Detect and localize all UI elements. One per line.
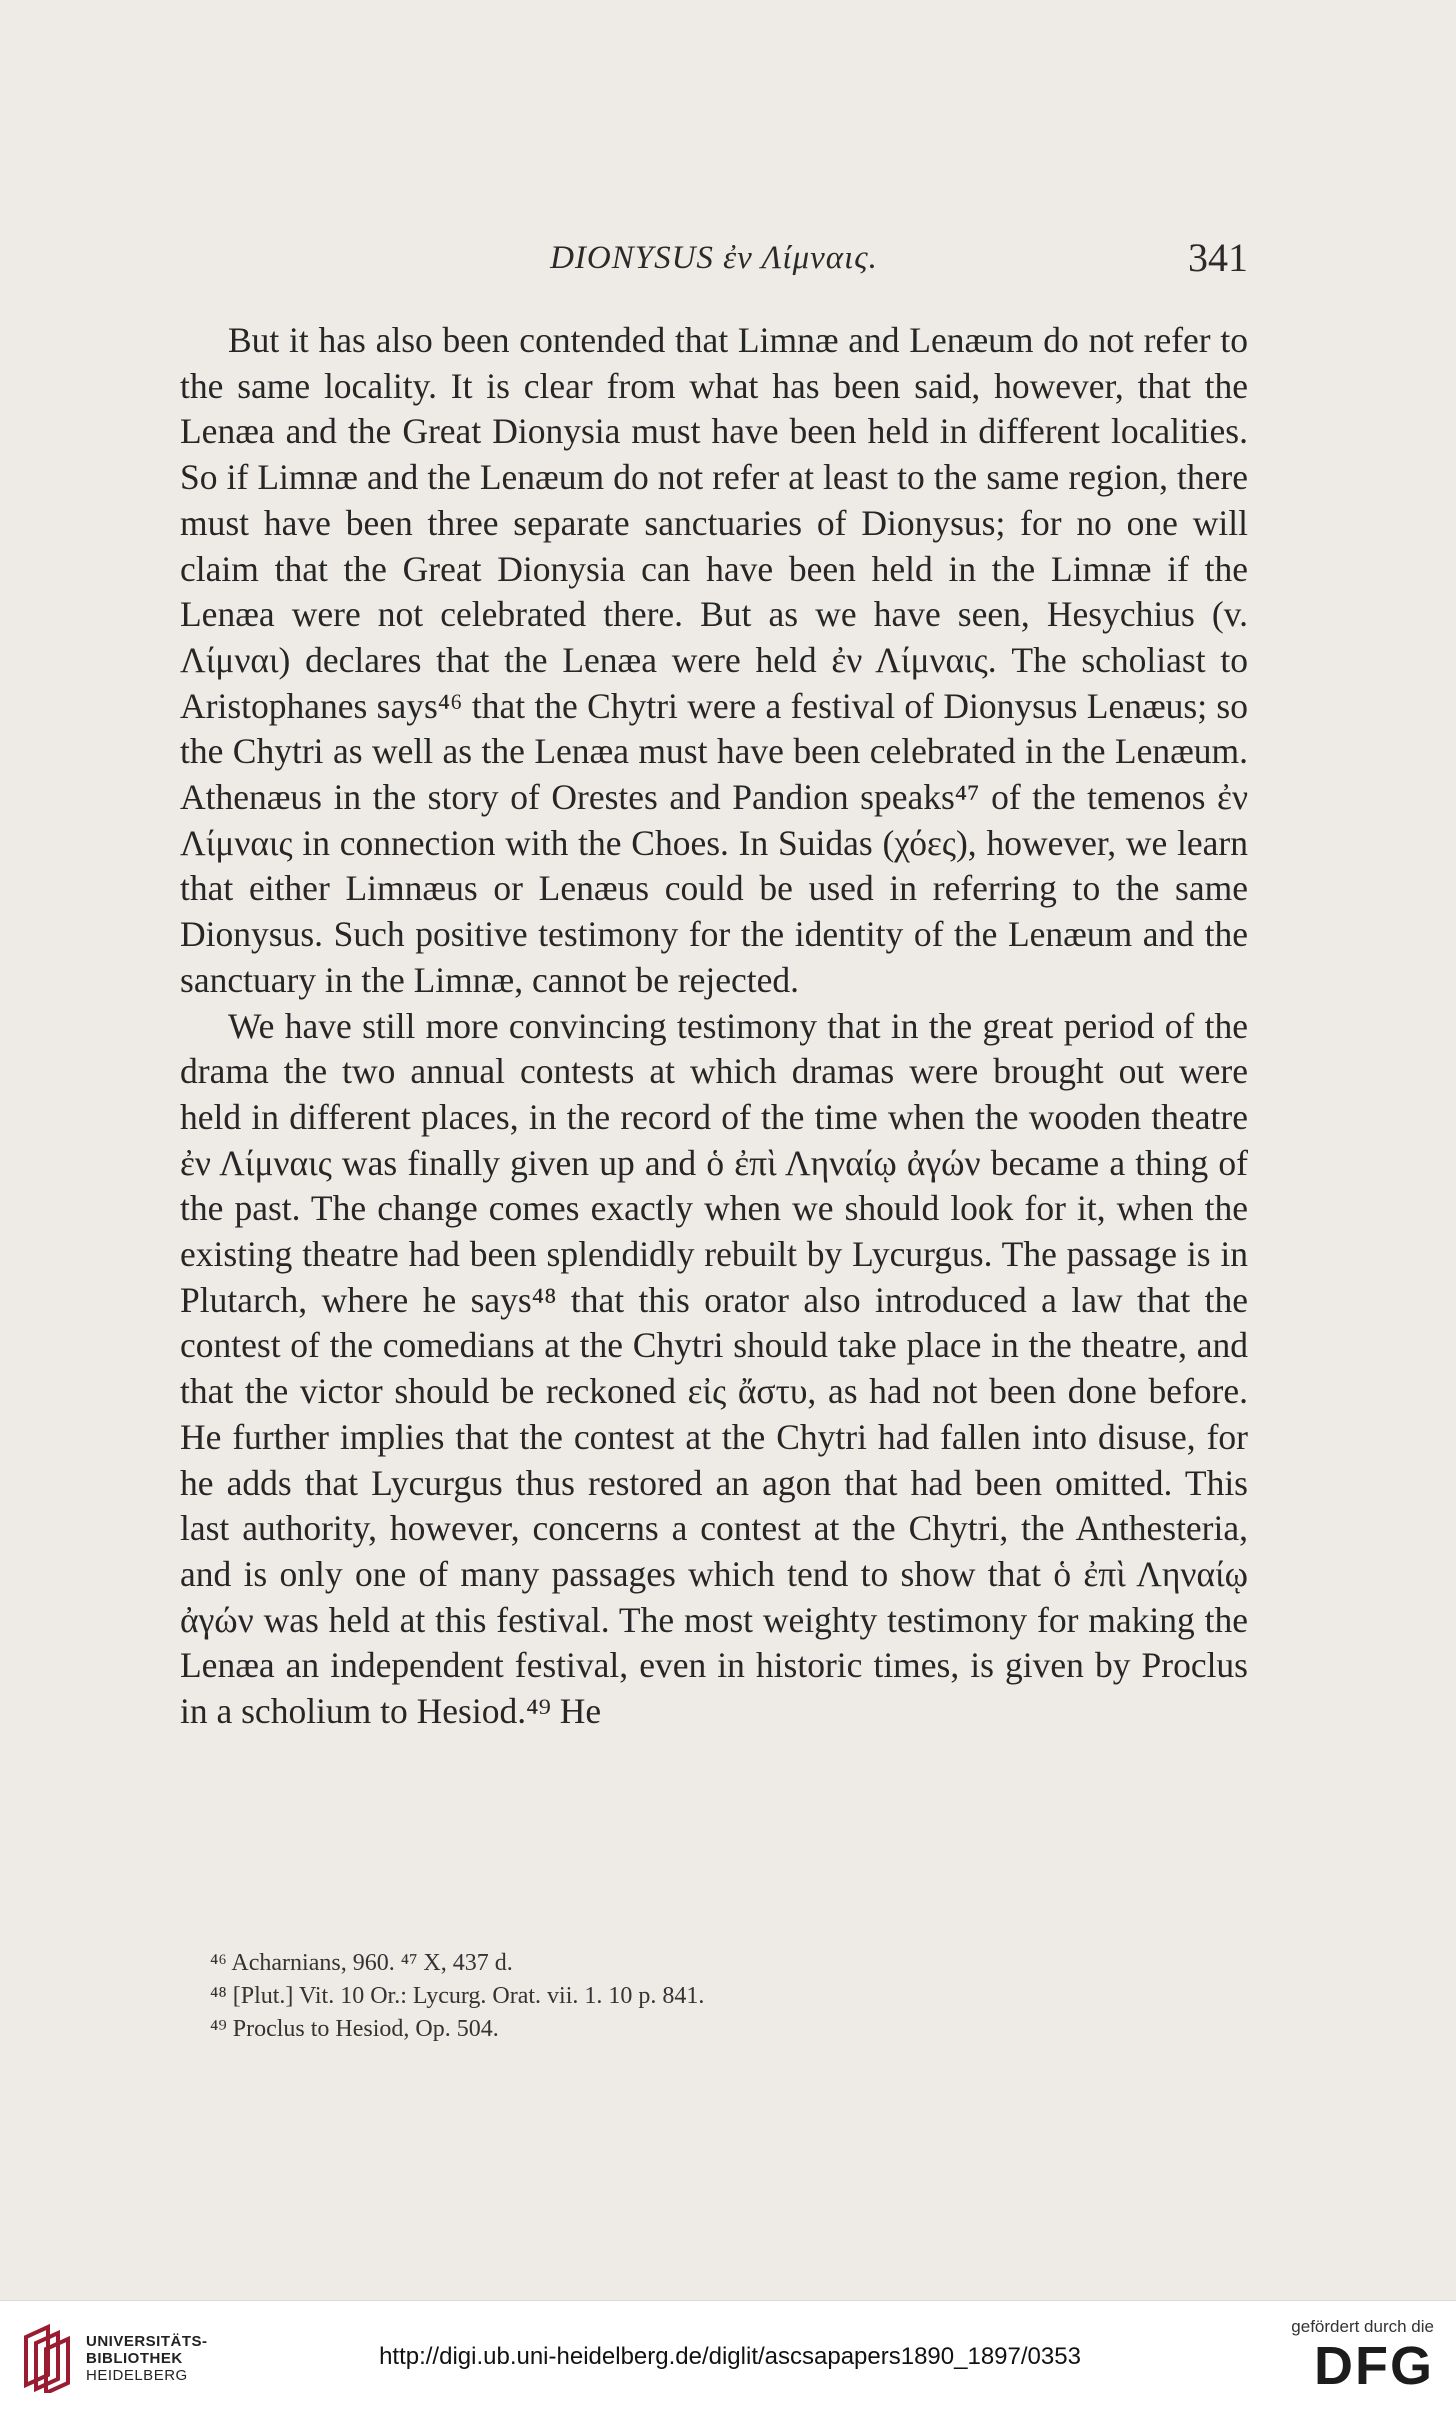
- paragraph-1: But it has also been contended that Limnæ and Lenæum do not refer to the same locality. It is clear from what has been said, however, that the Lenæa and the Great Dionysia must have been held in different localities. So if Limnæ and the Lenæum do not refer at least to the same region, there must have been three separate sanctuaries of Dionysus; for no one will claim that the Great Dionysia can have been held in the Limnæ if the Lenæa were not celebrated there. But as we have seen, Hesychius (v. Λίμναι) declares that the Lenæa were held ἐν Λίμναις. The scholiast to Aristophanes says⁴⁶ that the Chytri were a festival of Dionysus Lenæus; so the Chytri as well as the Lenæa must have been celebrated in the Lenæum. Athenæus in the story of Orestes and Pandion speaks⁴⁷ of the temenos ἐν Λίμναις in connection with the Choes. In Suidas (χόες), however, we learn that either Limnæus or Lenæus could be used in referring to the same Dionysus. Such positive testimony for the identity of the Lenæum and the sanctuary in the Limnæ, cannot be rejected.: [180, 320, 1248, 1000]
- paragraph-2: We have still more convincing testimony that in the great period of the drama the two annual contests at which dramas were brought out were held in different places, in the record of the time when the wooden theatre ἐν Λίμναις was finally given up and ὁ ἐπὶ Ληναίῳ ἀγών became a thing of the past. The change comes exactly when we should look for it, when the existing theatre had been splendidly rebuilt by Lycurgus. The passage is in Plutarch, where he says⁴⁸ that this orator also introduced a law that the contest of the comedians at the Chytri should take place in the theatre, and that the victor should be reckoned εἰς ἄστυ, as had not been done before. He further implies that the contest at the Chytri had fallen into disuse, for he adds that Lycurgus thus restored an agon that had been omitted. This last authority, however, concerns a contest at the Chytri, the Anthesteria, and is only one of many passages which tend to show that ὁ ἐπὶ Ληναίῳ ἀγών was held at this festival. The most weighty testimony for making the Lenæa an independent festival, even in historic times, is given by Proclus in a scholium to Hesiod.⁴⁹ He: [180, 1005, 1248, 1732]
- library-name-line3: HEIDELBERG: [86, 2367, 188, 2384]
- footnote-46-47: ⁴⁶ Acharnians, 960. ⁴⁷ X, 437 d.: [210, 1950, 513, 1976]
- library-name-line2: BIBLIOTHEK: [86, 2350, 183, 2367]
- dfg-logo-icon[interactable]: DFG: [1314, 2336, 1434, 2396]
- university-library-logo-icon[interactable]: [18, 2323, 80, 2393]
- running-title: DIONYSUS ἐν Λίμναις.: [550, 240, 878, 276]
- footnotes: [180, 1947, 1248, 2046]
- library-name-line1: UNIVERSITÄTS-: [86, 2333, 208, 2350]
- source-url-link[interactable]: http://digi.ub.uni-heidelberg.de/diglit/ascsapapers1890_1897/0353: [379, 2343, 1081, 2370]
- digitization-footer: [0, 2300, 1456, 2414]
- footnote-49: ⁴⁹ Proclus to Hesiod, Op. 504.: [210, 2016, 499, 2042]
- library-name: [86, 2333, 208, 2384]
- page-number: 341: [1188, 235, 1248, 280]
- body-text: [180, 318, 1248, 1735]
- funding-caption: gefördert durch die: [1291, 2317, 1434, 2336]
- funder-block: [1234, 2317, 1434, 2395]
- page-header: [180, 235, 1248, 292]
- footnote-48: ⁴⁸ [Plut.] Vit. 10 Or.: Lycurg. Orat. vii. 1. 10 p. 841.: [210, 1983, 705, 2009]
